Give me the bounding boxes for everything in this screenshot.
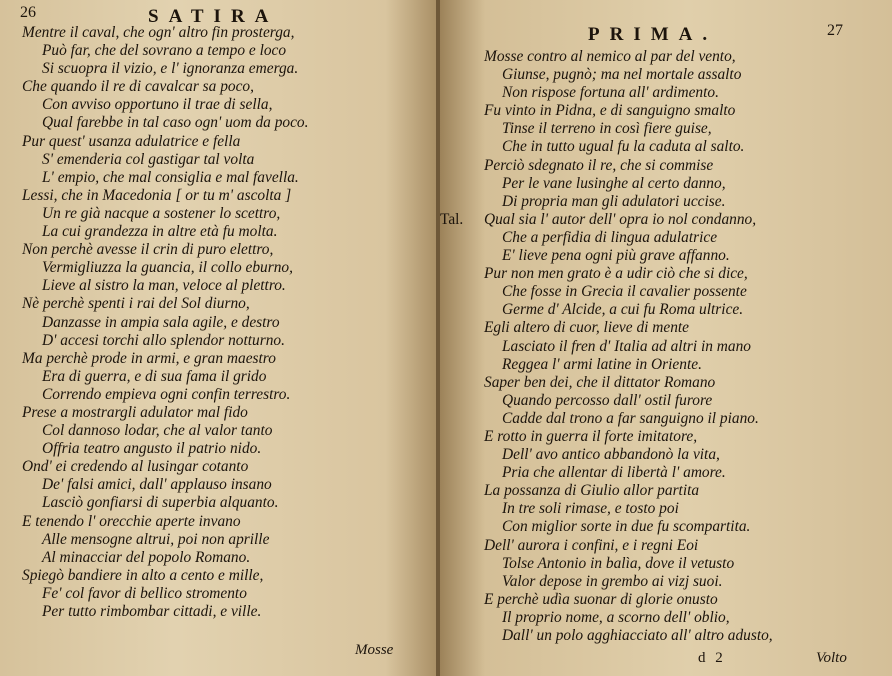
- verse-line: L' empio, che mal consiglia e mal favella.: [42, 168, 299, 186]
- verse-line: Perciò sdegnato il re, che si commise: [484, 156, 714, 174]
- verse-line: Che in tutto ugual fu la caduta al salto.: [502, 138, 745, 156]
- verse-line: Qual farebbe in tal caso ogn' uom da poco.: [42, 114, 309, 132]
- right-page: [440, 0, 892, 676]
- verse-line: Lasciato il fren d' Italia ad altri in mano: [502, 337, 751, 355]
- verse-line: Danzasse in ampia sala agile, e destro: [42, 313, 280, 331]
- verse-line: Lessi, che in Macedonia [ or tu m' ascolta ]: [22, 186, 292, 204]
- verse-line: E perchè udìa suonar di glorie onusto: [484, 590, 718, 608]
- verse-line: Correndo empieva ogni confin terrestro.: [42, 385, 291, 403]
- verse-line: Che a perfidia di lingua adulatrice: [502, 228, 718, 246]
- left-page: [0, 0, 438, 676]
- signature-mark: d 2: [698, 650, 726, 666]
- verse-lines: [0, 24, 308, 621]
- verse-line: Pur non men grato è a udir ciò che si dice,: [484, 265, 748, 283]
- verse-line: Spiegò bandiere in alto a cento e mille,: [22, 566, 264, 584]
- verse-line: Fe' col favor di bellico stromento: [42, 584, 247, 602]
- verse-line: Per le vane lusinghe al certo danno,: [502, 174, 726, 192]
- verse-line: Un re già nacque a sostener lo scettro,: [42, 204, 281, 222]
- verse-line: Egli altero di cuor, lieve di mente: [484, 319, 690, 337]
- verse-line: Per tutto rimbombar cittadi, e ville.: [42, 603, 262, 620]
- verse-line: D' accesi torchi allo splendor notturno.: [42, 331, 285, 349]
- verse-line: In tre soli rimase, e tosto poi: [502, 500, 679, 518]
- verse-line: Mentre il caval, che ogn' altro fin prosterga,: [22, 24, 295, 41]
- verse-line: Pria che allentar di libertà l' amore.: [502, 464, 726, 482]
- verse-line: Che fosse in Grecia il cavalier possente: [502, 283, 747, 301]
- verse-line: Lieve al sistro la man, veloce al plettro.: [42, 277, 286, 295]
- verse-line: Di propria man gli adulatori uccise.: [502, 192, 726, 210]
- verse-line: Si scuopra il vizio, e l' ignoranza emerga.: [42, 60, 299, 78]
- verse-line: Con avviso opportuno il trae di sella,: [42, 96, 273, 114]
- verse-line: Giunse, pugnò; ma nel mortale assalto: [502, 66, 742, 84]
- verse-line: Fu vinto in Pidna, e di sanguigno smalto: [484, 102, 736, 120]
- verse-line: La possanza di Giulio allor partita: [484, 482, 700, 500]
- verse-lines: [440, 48, 773, 645]
- verse-line: Germe d' Alcide, a cui fu Roma ultrice.: [502, 301, 744, 319]
- verse-line: Lasciò gonfiarsi di superbia alquanto.: [42, 494, 279, 512]
- verse-line: Al minacciar del popolo Romano.: [42, 548, 251, 566]
- verse-line: Era di guerra, e di sua fama il grido: [42, 367, 267, 385]
- speaker-label: Tal.: [440, 211, 464, 228]
- verse-line: Reggea l' armi latine in Oriente.: [502, 355, 702, 373]
- running-head: SATIRA: [148, 6, 279, 27]
- verse-line: Alle mensogne altrui, poi non aprille: [42, 530, 270, 548]
- verse-line: Non perchè avesse il crin di puro elettro,: [22, 241, 274, 259]
- verse-line: Può far, che del sovrano a tempo e loco: [42, 42, 287, 60]
- verse-line: E tenendo l' orecchie aperte invano: [22, 512, 241, 530]
- verse-line: De' falsi amici, dall' applauso insano: [42, 476, 272, 494]
- verse-line: E rotto in guerra il forte imitatore,: [484, 427, 698, 445]
- verse-line: Nè perchè spenti i rai del Sol diurno,: [22, 295, 250, 313]
- verse-line: E' lieve pena ogni più grave affanno.: [502, 247, 730, 265]
- verse-line: Prese a mostrargli adulator mal fido: [22, 403, 248, 421]
- verse-line: S' emenderia col gastigar tal volta: [42, 150, 255, 168]
- verse-line: Ma perchè prode in armi, e gran maestro: [22, 349, 276, 367]
- verse-line: Tinse il terreno in così fiere guise,: [502, 120, 712, 138]
- verse-line: Dell' avo antico abbandonò la vita,: [502, 446, 720, 464]
- verse-line: Valor depose in grembo ai vizj suoi.: [502, 572, 723, 590]
- verse-line: Cadde dal trono a far sanguigno il piano.: [502, 409, 759, 427]
- verse-line: Che quando il re di cavalcar sa poco,: [22, 78, 254, 96]
- verse-line: Mosse contro al nemico al par del vento,: [484, 48, 736, 65]
- verse-line: Pur quest' usanza adulatrice e fella: [22, 132, 241, 150]
- verse-line: La cui grandezza in altre età fu molta.: [42, 223, 278, 241]
- verse-line: Dell' aurora i confini, e i regni Eoi: [484, 536, 699, 554]
- verse-line: Col dannoso lodar, che al valor tanto: [42, 422, 273, 440]
- verse-line: Saper ben dei, che il dittator Romano: [484, 373, 716, 391]
- verse-line: Vermigliuzza la guancia, il collo eburno,: [42, 259, 293, 277]
- verse-line: Quando percosso dall' ostil furore: [502, 391, 713, 409]
- verse-line: Con miglior sorte in due fu scompartita.: [502, 518, 751, 536]
- catchword: Mosse: [355, 642, 394, 658]
- catchword: Volto: [816, 650, 847, 666]
- verse-line: Tolse Antonio in balìa, dove il vetusto: [502, 554, 735, 572]
- running-head: PRIMA.: [588, 24, 718, 45]
- page-number: 26: [20, 4, 36, 21]
- verse-line: Offria teatro angusto il patrio nido.: [42, 440, 262, 458]
- verse-line: Dall' un polo agghiacciato all' altro adusto,: [502, 627, 773, 644]
- verse-line: Il proprio nome, a scorno dell' oblio,: [502, 608, 730, 626]
- verse-line: Non rispose fortuna all' ardimento.: [502, 84, 719, 102]
- verse-line: Ond' ei credendo al lusingar cotanto: [22, 458, 249, 476]
- page-number: 27: [827, 22, 843, 39]
- verse-line: Qual sia l' autor dell' opra io nol condanno,: [484, 210, 757, 228]
